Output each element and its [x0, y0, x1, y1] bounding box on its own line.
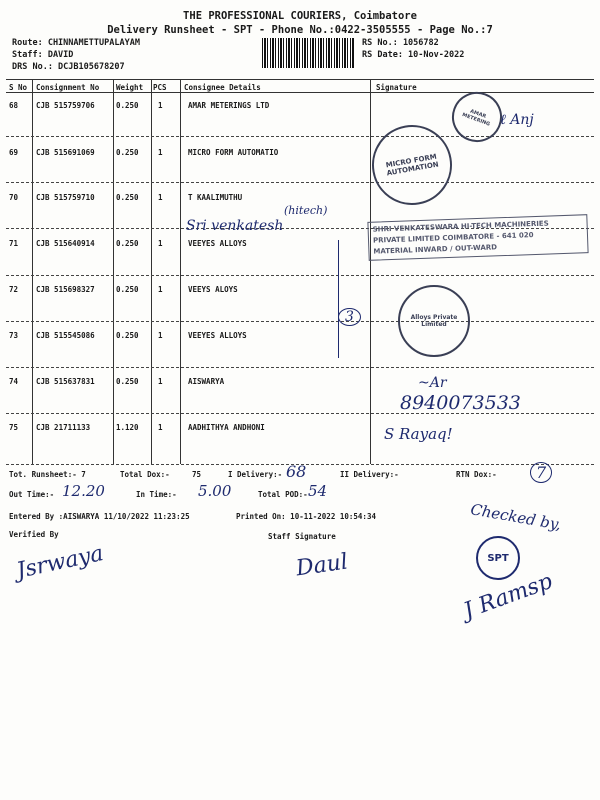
row-weight: 1.120	[116, 423, 139, 432]
rtn-dox-label: RTN Dox:-	[456, 470, 497, 479]
row-weight: 0.250	[116, 285, 139, 294]
row-divider	[6, 275, 594, 276]
row-consignee: AMAR METERINGS LTD	[188, 101, 270, 110]
row-consignee: MICRO FORM AUTOMATIO	[188, 148, 279, 157]
handwritten-bracket	[338, 240, 339, 358]
row-divider	[6, 367, 594, 368]
row-sno: 74	[9, 377, 19, 386]
row-weight: 0.250	[116, 101, 139, 110]
shri-venkateswara-stamp	[367, 214, 588, 261]
row-weight: 0.250	[116, 193, 139, 202]
checked-by-note: Checked by,	[469, 500, 563, 534]
tot-runsheet: Tot. Runsheet:- 7	[9, 470, 86, 479]
entered-by: Entered By :AISWARYA 11/10/2022 11:23:25	[9, 512, 190, 521]
row-pcs: 1	[158, 423, 163, 432]
row-consignee: AADHITHYA ANDHONI	[188, 423, 265, 432]
stamp-line: SHRI VENKATESWARA HI-TECH MACHINERIES	[372, 219, 549, 234]
spt-stamp: SPT	[476, 536, 520, 580]
out-time-label: Out Time:-	[9, 490, 55, 499]
row-consignment: CJB 515545086	[36, 331, 95, 340]
staff: Staff: DAVID	[12, 50, 74, 60]
total-dox-label: Total Dox:-	[120, 470, 170, 479]
total-pod-value: 54	[308, 482, 328, 500]
row-consignment: CJB 515759710	[36, 193, 95, 202]
row-divider	[6, 136, 594, 137]
table-top-line	[6, 79, 594, 80]
amar-stamp: AMAR METERING	[445, 85, 509, 149]
row-weight: 0.250	[116, 148, 139, 157]
verified-by-signature: Jsrwaya	[14, 541, 106, 584]
col-header: Consignee Details	[184, 83, 261, 92]
verified-by-label: Verified By	[9, 530, 59, 539]
row-consignment: CJB 21711133	[36, 423, 91, 432]
rtn-dox-value: 7	[530, 462, 552, 483]
row-weight: 0.250	[116, 239, 139, 248]
company-title: THE PROFESSIONAL COURIERS, Coimbatore	[183, 10, 417, 22]
col-header: Weight	[116, 83, 144, 92]
row-consignee: AISWARYA	[188, 377, 225, 386]
in-time-value: 5.00	[198, 482, 232, 500]
row-pcs: 1	[158, 101, 163, 110]
row-sno: 75	[9, 423, 19, 432]
checker-signature: J Ramsp	[460, 568, 556, 625]
i-delivery-value: 68	[286, 462, 307, 481]
signature-68: ℓ Anj	[500, 112, 534, 128]
drs-number: DRS No.: DCJB105678207	[12, 62, 125, 72]
runsheet-title: Delivery Runsheet - SPT - Phone No.:0422-3505555 - Page No.:7	[107, 24, 493, 36]
row-divider	[6, 182, 594, 183]
rs-number: RS No.: 1056782	[362, 38, 439, 48]
route: Route: CHINNAMETTUPALAYAM	[12, 38, 140, 48]
handwritten-venkatesh: Sri venkatesh	[186, 218, 284, 234]
row-consignment: CJB 515698327	[36, 285, 95, 294]
handwritten-phone: 8940073533	[400, 392, 521, 414]
i-delivery-label: I Delivery:-	[228, 470, 283, 479]
table-header-line	[6, 92, 594, 93]
row-consignment: CJB 515691069	[36, 148, 95, 157]
staff-signature-label: Staff Signature	[268, 532, 336, 541]
row-consignment: CJB 515637831	[36, 377, 95, 386]
total-dox-value: 75	[192, 470, 202, 479]
ii-delivery-label: II Delivery:-	[340, 470, 399, 479]
col-header: PCS	[153, 83, 167, 92]
row-pcs: 1	[158, 193, 163, 202]
stamp-line: PRIVATE LIMITED COIMBATORE - 641 020	[372, 231, 534, 245]
row-pcs: 1	[158, 331, 163, 340]
handwritten-circled-3: 3	[338, 308, 361, 326]
row-consignee: VEEYES ALLOYS	[188, 239, 247, 248]
micro-form-stamp: MICRO FORM AUTOMATION	[366, 119, 459, 212]
stamp-line: MATERIAL INWARD / OUT-WARD	[373, 243, 498, 256]
row-weight: 0.250	[116, 377, 139, 386]
row-pcs: 1	[158, 377, 163, 386]
signature-75: S Rayaq!	[384, 425, 453, 443]
row-sno: 70	[9, 193, 19, 202]
out-time-value: 12.20	[62, 482, 105, 500]
handwritten-hitech: (hitech)	[284, 204, 328, 217]
staff-signature: Daul	[294, 549, 350, 582]
row-sno: 71	[9, 239, 19, 248]
barcode	[262, 38, 354, 68]
row-pcs: 1	[158, 148, 163, 157]
row-consignment: CJB 515759706	[36, 101, 95, 110]
row-sno: 72	[9, 285, 19, 294]
col-header: S No	[9, 83, 28, 92]
signature-74: ~Ar	[418, 375, 447, 391]
in-time-label: In Time:-	[136, 490, 177, 499]
row-pcs: 1	[158, 239, 163, 248]
alloys-stamp: Alloys Private Limited	[398, 285, 470, 357]
col-header: Consignment No	[36, 83, 100, 92]
row-divider	[6, 321, 594, 322]
printed-on: Printed On: 10-11-2022 10:54:34	[236, 512, 376, 521]
row-weight: 0.250	[116, 331, 139, 340]
row-consignee: VEEYES ALLOYS	[188, 331, 247, 340]
row-sno: 69	[9, 148, 19, 157]
row-consignee: T KAALIMUTHU	[188, 193, 243, 202]
col-header: Signature	[376, 83, 417, 92]
row-sno: 73	[9, 331, 19, 340]
row-sno: 68	[9, 101, 19, 110]
rs-date: RS Date: 10-Nov-2022	[362, 50, 465, 60]
row-pcs: 1	[158, 285, 163, 294]
row-consignee: VEEYS ALOYS	[188, 285, 238, 294]
row-consignment: CJB 515640914	[36, 239, 95, 248]
total-pod-label: Total POD:-	[258, 490, 308, 499]
